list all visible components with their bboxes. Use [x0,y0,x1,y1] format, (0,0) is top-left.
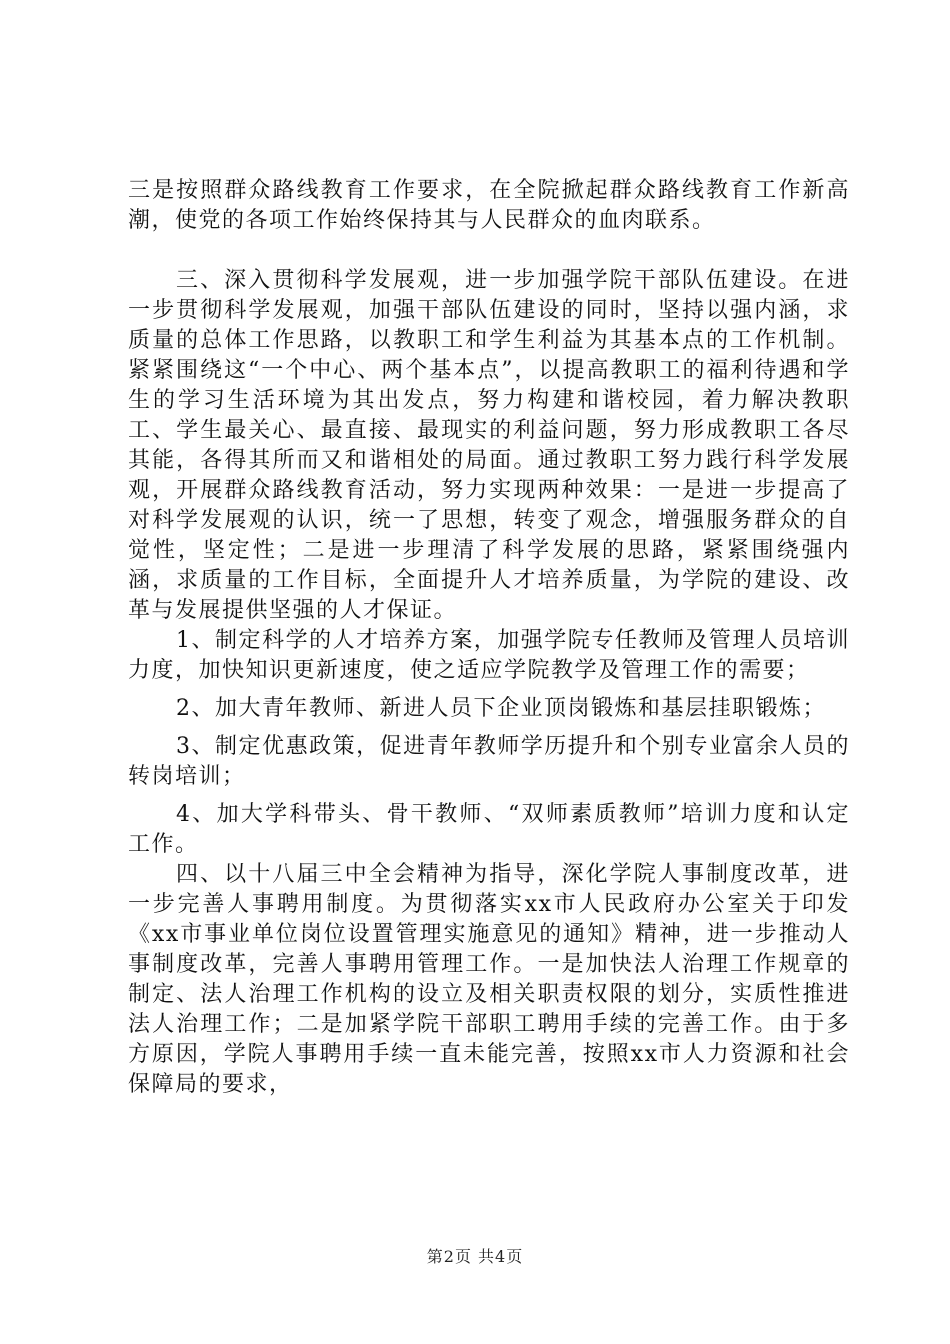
paragraph-section-three: 三、深入贯彻科学发展观，进一步加强学院干部队伍建设。在进一步贯彻科学发展观，加强干部队伍建设的同时，坚持以强内涵，求质量的总体工作思路，以教职工和学生利益为其基本点的工作机制。紧紧围绕这“一个中心、两个基本点”，以提高教职工的福利待遇和学生的学习生活环境为其出发点，努力构建和谐校园，着力解决教职工、学生最关心、最直接、最现实的利益问题，努力形成教职工各尽其能，各得其所而又和谐相处的局面。通过教职工努力践行科学发展观，开展群众路线教育活动，努力实现两种效果：一是进一步提高了对科学发展观的认识，统一了思想，转变了观念，增强服务群众的自觉性，坚定性；二是进一步理清了科学发展的思路，紧紧围绕强内涵，求质量的工作目标，全面提升人才培养质量，为学院的建设、改革与发展提供坚强的人才保证。 [128,268,850,623]
paragraph-section-four: 四、以十八届三中全会精神为指导，深化学院人事制度改革，进一步完善人事聘用制度。为贯彻落实xx市人民政府办公室关于印发《xx市事业单位岗位设置管理实施意见的通知》精神，进一步推动人事制度改革，完善人事聘用管理工作。一是加快法人治理工作规章的制定、法人治理工作机构的设立及相关职责权限的划分，实质性推进法人治理工作；二是加紧学院干部职工聘用手续的完善工作。由于多方原因，学院人事聘用手续一直未能完善，按照xx市人力资源和社会保障局的要求， [128,862,850,1097]
list-item-3: 3、制定优惠政策，促进青年教师学历提升和个别专业富余人员的转岗培训； [128,734,850,789]
paragraph-continuation: 三是按照群众路线教育工作要求，在全院掀起群众路线教育工作新高潮，使党的各项工作始终保持其与人民群众的血肉联系。 [128,178,850,233]
list-item-4: 4、加大学科带头、骨干教师、“双师素质教师”培训力度和认定工作。 [128,802,850,857]
page-number-footer: 第2页 共4页 [426,1247,524,1266]
list-item-1: 1、制定科学的人才培养方案，加强学院专任教师及管理人员培训力度，加快知识更新速度，使之适应学院教学及管理工作的需要； [128,628,850,683]
list-item-2: 2、加大青年教师、新进人员下企业顶岗锻炼和基层挂职锻炼； [176,696,826,721]
document-body [128,176,850,1100]
